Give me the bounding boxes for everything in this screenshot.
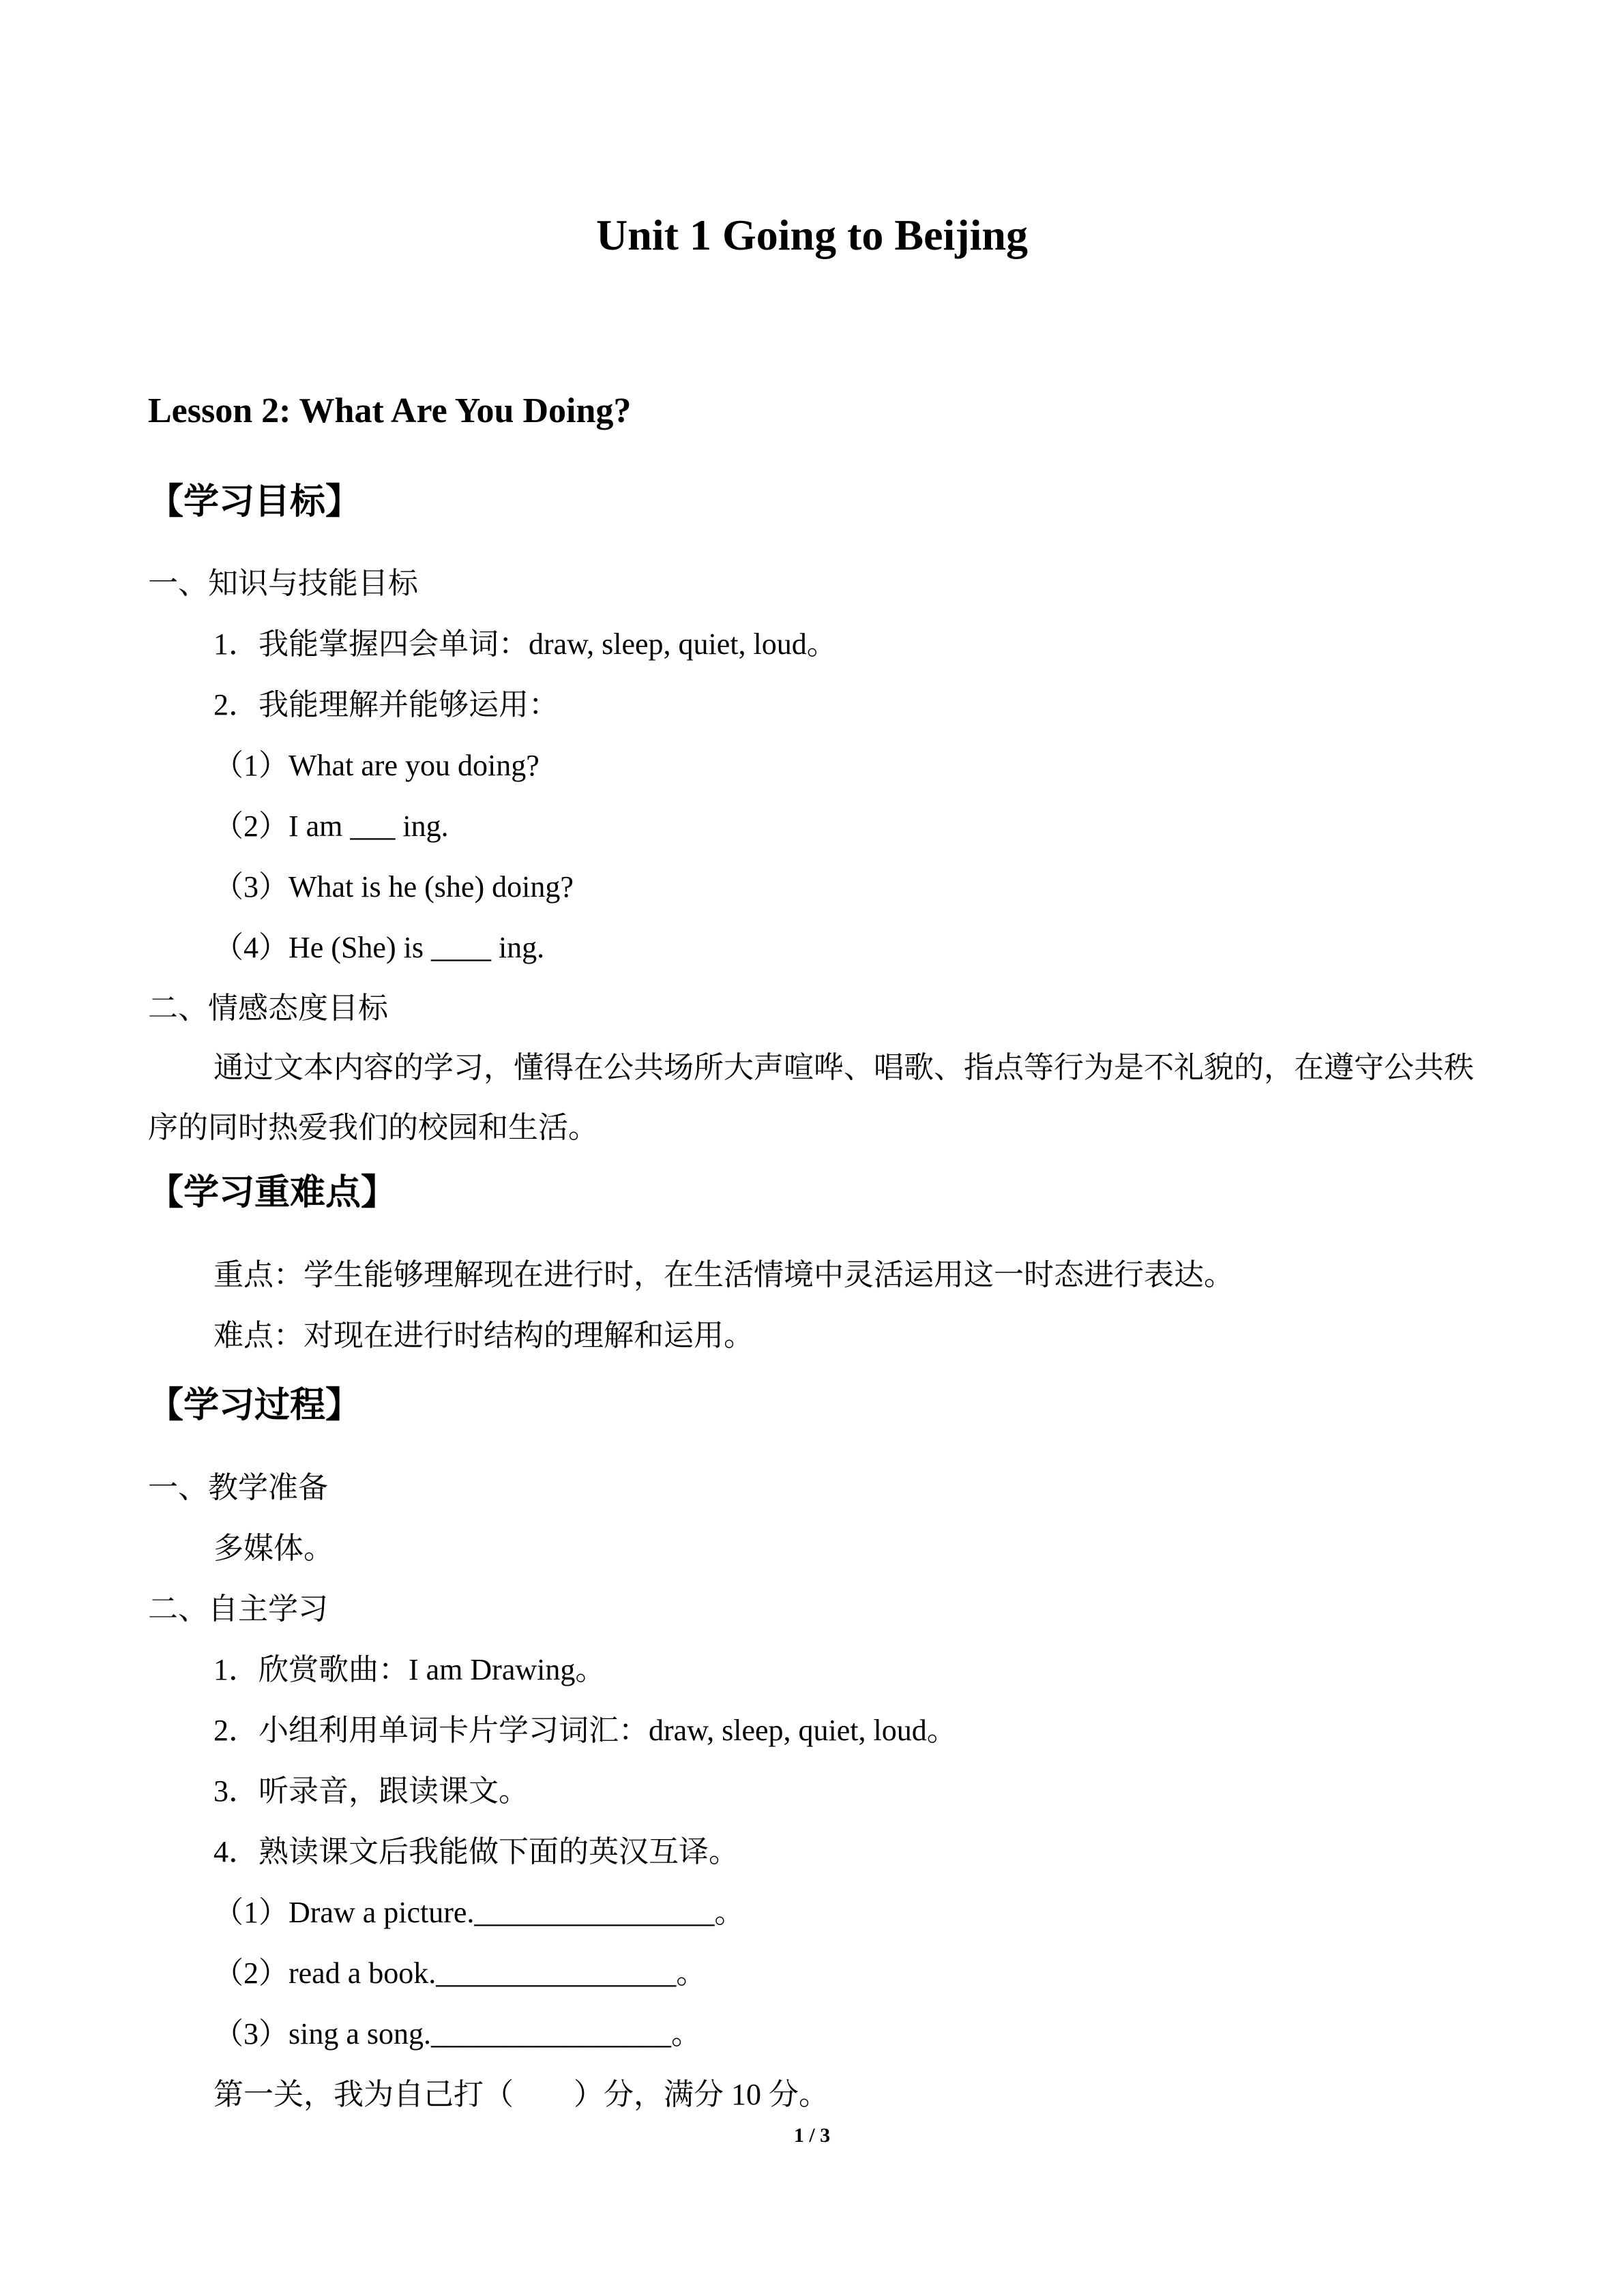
section-heading-process: 【学习过程】 bbox=[148, 1385, 361, 1426]
lesson-title: Lesson 2: What Are You Doing? bbox=[148, 391, 632, 430]
step-2: 2．小组利用单词卡片学习词汇：draw, sleep, quiet, loud。 bbox=[213, 1714, 957, 1747]
difficult-point-text: 难点：对现在进行时结构的理解和运用。 bbox=[213, 1319, 754, 1352]
goal-item-1: 1．我能掌握四会单词：draw, sleep, quiet, loud。 bbox=[213, 627, 837, 661]
emotion-paragraph: 通过文本内容的学习，懂得在公共场所大声喧哗、唱歌、指点等行为是不礼貌的，在遵守公共秩序的同时热爱我们的校园和生活。 bbox=[148, 1051, 1474, 1144]
prep-text: 多媒体。 bbox=[213, 1532, 334, 1565]
translation-item-1: （1）Draw a picture.________________。 bbox=[213, 1896, 745, 1929]
page-number: 1 / 3 bbox=[793, 2124, 831, 2147]
section-heading-goals: 【学习目标】 bbox=[148, 481, 361, 522]
goal-sub-1: （1）What are you doing? bbox=[213, 749, 540, 782]
page-title: Unit 1 Going to Beijing bbox=[596, 211, 1028, 259]
translation-item-2: （2）read a book.________________。 bbox=[213, 1956, 707, 1990]
emotion-heading: 二、情感态度目标 bbox=[148, 992, 388, 1025]
goal-item-2: 2．我能理解并能够运用： bbox=[213, 688, 559, 721]
goal-sub-3: （3）What is he (she) doing? bbox=[213, 870, 574, 904]
goal-sub-4: （4）He (She) is ____ ing. bbox=[213, 931, 545, 964]
self-score-line: 第一关，我为自己打（ ）分，满分 10 分。 bbox=[213, 2078, 829, 2111]
section-heading-key-points: 【学习重难点】 bbox=[148, 1172, 397, 1213]
goal-sub-2: （2）I am ___ ing. bbox=[213, 809, 449, 843]
self-study-heading: 二、自主学习 bbox=[148, 1592, 328, 1626]
step-3: 3．听录音，跟读课文。 bbox=[213, 1774, 529, 1808]
translation-item-3: （3）sing a song.________________。 bbox=[213, 2017, 701, 2051]
step-1: 1．欣赏歌曲：I am Drawing。 bbox=[213, 1653, 606, 1686]
key-point-text: 重点：学生能够理解现在进行时，在生活情境中灵活运用这一时态进行表达。 bbox=[213, 1258, 1234, 1292]
step-4: 4．熟读课文后我能做下面的英汉互译。 bbox=[213, 1835, 739, 1868]
prep-heading: 一、教学准备 bbox=[148, 1471, 328, 1504]
knowledge-heading: 一、知识与技能目标 bbox=[148, 567, 418, 600]
